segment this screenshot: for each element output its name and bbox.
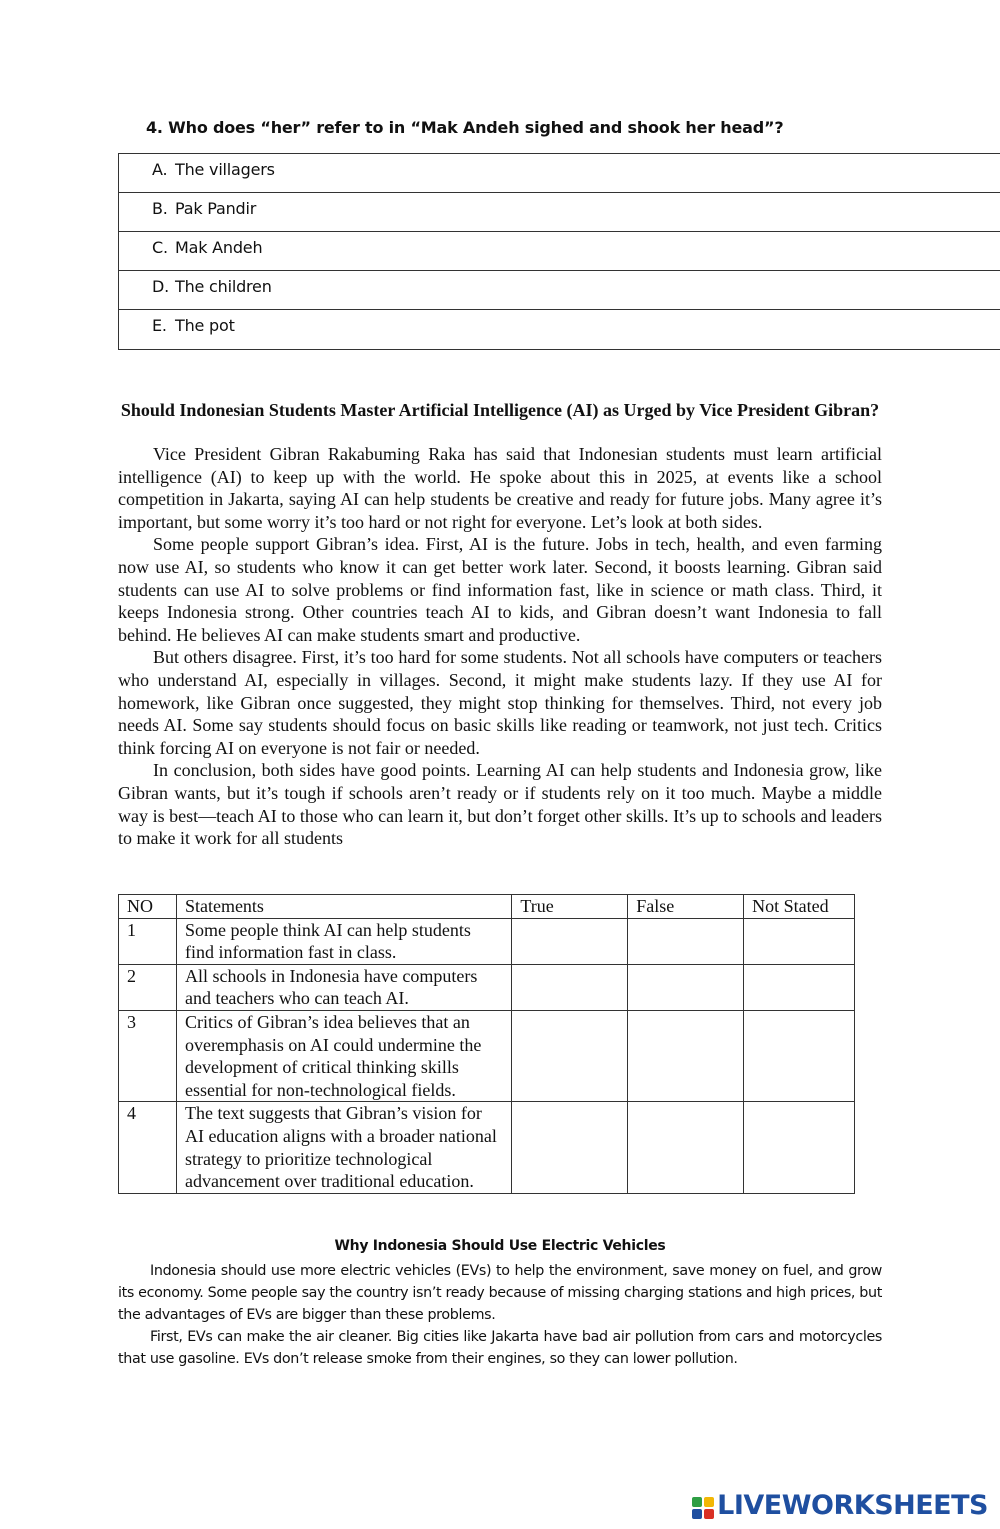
ev-article-title: Why Indonesia Should Use Electric Vehicles (334, 1238, 666, 1254)
answer-cell-false[interactable] (628, 918, 744, 964)
option-c[interactable] (119, 232, 1000, 271)
header-no: NO (119, 895, 177, 919)
answer-cell-not-stated[interactable] (744, 1010, 855, 1101)
option-d[interactable] (119, 271, 1000, 310)
option-letter: B. (152, 199, 168, 218)
option-letter: E. (152, 316, 167, 335)
answer-cell-not-stated[interactable] (744, 964, 855, 1010)
answer-cell-true[interactable] (512, 1102, 628, 1193)
option-letter: A. (152, 160, 168, 179)
option-text: The villagers (175, 160, 275, 179)
table-row (119, 1102, 855, 1193)
header-statements: Statements (176, 895, 511, 919)
answer-cell-false[interactable] (628, 1102, 744, 1193)
statement-text: Critics of Gibran’s idea believes that an overemphasis on AI could undermine the development of critical thinking skills essential for non-technological fields. (176, 1010, 511, 1101)
ev-paragraph: First, EVs can make the air cleaner. Big cities like Jakarta have bad air pollution from cars and motorcycles that use gasoline. EVs don’t release smoke from their engines, so they can lower pollution. (118, 1329, 882, 1367)
article-body (118, 443, 882, 850)
header-not-stated: Not Stated (744, 895, 855, 919)
article-paragraph: Vice President Gibran Rakabuming Raka has said that Indonesian students must learn artificial intelligence (AI) to keep up with the world. He spoke about this in 2025, at events like a school competition in Jakarta, saying AI can help students be creative and ready for future jobs. Many agree it’s important, but some worry it’s too hard or not right for everyone. Let’s look at both sides. (118, 444, 882, 532)
table-row (119, 1010, 855, 1101)
answer-cell-false[interactable] (628, 1010, 744, 1101)
article-title: Should Indonesian Students Master Artificial Intelligence (AI) as Urged by Vice President Gibran? (120, 400, 880, 420)
statement-text: The text suggests that Gibran’s vision for AI education aligns with a broader national strategy to prioritize technological advancement over traditional education. (176, 1102, 511, 1193)
table-header-row (119, 895, 855, 919)
option-b[interactable] (119, 193, 1000, 232)
option-letter: C. (152, 238, 168, 257)
article-paragraph: But others disagree. First, it’s too hard for some students. Not all schools have computers or teachers who understand AI, especially in villages. Second, it might make students lazy. If they use AI for homework, like Gibran once suggested, they might stop thinking for themselves. Third, not every job needs AI. Some say students should focus on basic skills like reading or teamwork, not just tech. Critics think forcing AI on everyone is not fair or needed. (118, 647, 882, 758)
answer-cell-not-stated[interactable] (744, 1102, 855, 1193)
option-text: The children (175, 277, 272, 296)
statement-text: All schools in Indonesia have computers and teachers who can teach AI. (176, 964, 511, 1010)
ev-article-body (118, 1260, 882, 1370)
article-paragraph: Some people support Gibran’s idea. First, AI is the future. Jobs in tech, health, and even farming now use AI, so students who know it can get better work later. Second, it boosts learning. Gibran said students can use AI to solve problems or find information fast, like in science or math class. Third, it keeps Indonesia strong. Other countries teach AI to kids, and Gibran doesn’t want Indonesia to fall behind. He believes AI can make students smart and productive. (118, 534, 882, 645)
answer-cell-true[interactable] (512, 918, 628, 964)
answer-cell-false[interactable] (628, 964, 744, 1010)
brand-name: LIVEWORKSHEETS (717, 1490, 988, 1521)
ev-paragraph: Indonesia should use more electric vehicles (EVs) to help the environment, save money on fuel, and grow its economy. Some people say the country isn’t ready because of missing charging stations and high prices, but the advantages of EVs are bigger than these problems. (118, 1263, 883, 1323)
header-true: True (512, 895, 628, 919)
answer-cell-true[interactable] (512, 1010, 628, 1101)
liveworksheets-logo-icon (692, 1495, 714, 1517)
row-number: 4 (119, 1102, 177, 1193)
table-row (119, 918, 855, 964)
statement-text: Some people think AI can help students find information fast in class. (176, 918, 511, 964)
question-4-text: 4. Who does “her” refer to in “Mak Andeh sighed and shook her head”? (146, 118, 784, 137)
option-text: Pak Pandir (175, 199, 257, 218)
statements-table (118, 894, 855, 1194)
option-letter: D. (152, 277, 170, 296)
article-paragraph: In conclusion, both sides have good points. Learning AI can help students and Indonesia grow, like Gibran wants, but it’s tough if schools aren’t ready or if students rely on it too much. Maybe a middle way is best—teach AI to those who can learn it, but don’t forget other skills. It’s up to schools and leaders to make it work for all students (118, 760, 882, 849)
option-text: The pot (175, 316, 235, 335)
answer-cell-not-stated[interactable] (744, 918, 855, 964)
table-row (119, 964, 855, 1010)
header-false: False (628, 895, 744, 919)
answer-cell-true[interactable] (512, 964, 628, 1010)
liveworksheets-brand (692, 1490, 988, 1521)
option-text: Mak Andeh (175, 238, 263, 257)
row-number: 2 (119, 964, 177, 1010)
row-number: 3 (119, 1010, 177, 1101)
option-a[interactable] (119, 154, 1000, 193)
row-number: 1 (119, 918, 177, 964)
option-e[interactable] (119, 310, 1000, 349)
answer-options (118, 153, 1000, 350)
